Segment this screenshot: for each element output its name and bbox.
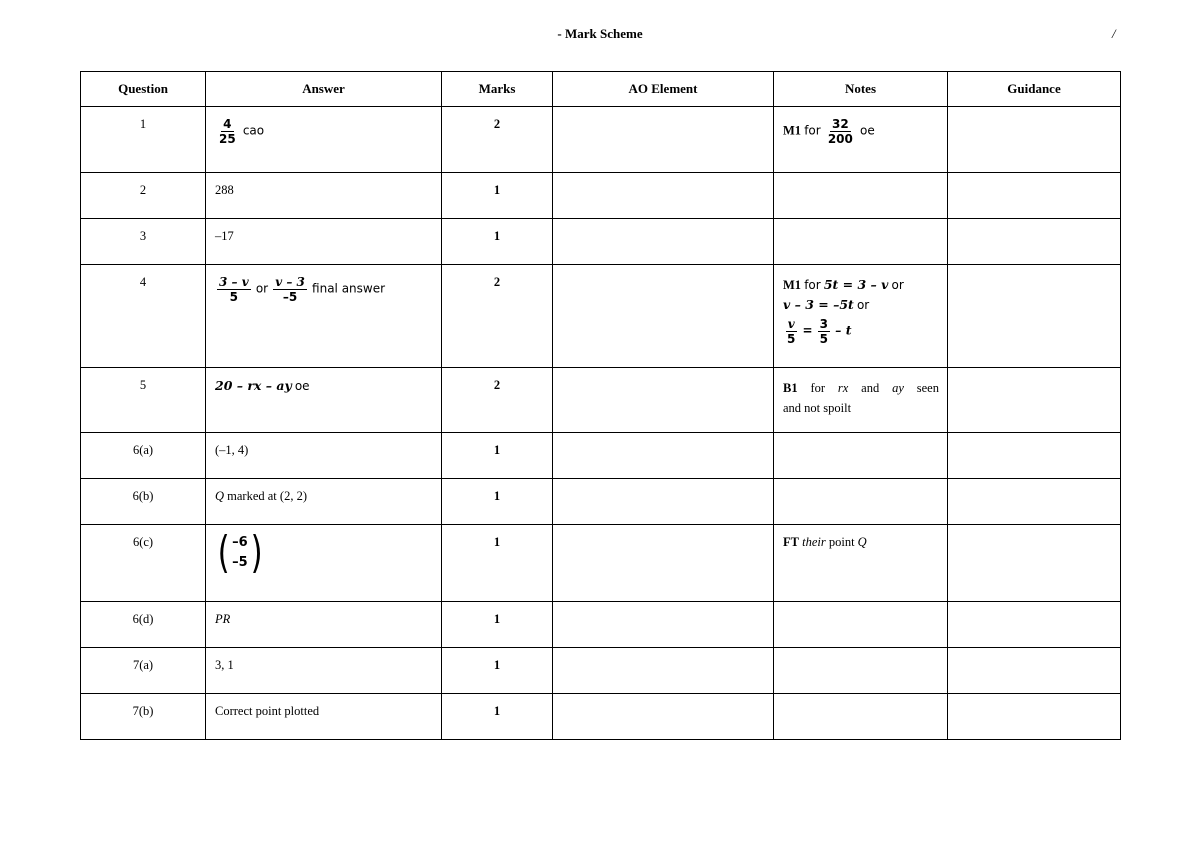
guidance-cell (948, 479, 1121, 525)
answer-fraction (217, 117, 238, 146)
marks-cell: 1 (442, 173, 553, 219)
point-label: Q (215, 489, 225, 503)
answer-fraction-alt (273, 275, 307, 304)
notes-cell (774, 107, 948, 173)
ao-element-cell (553, 173, 774, 219)
notes-line (783, 317, 939, 346)
notes-text: or (856, 298, 870, 312)
answer-cell (206, 479, 442, 525)
question-cell: 3 (81, 219, 206, 265)
marks-cell: 2 (442, 368, 553, 433)
answer-or: or (255, 281, 269, 296)
question-cell: 6(a) (81, 433, 206, 479)
notes-fraction (785, 317, 797, 346)
answer-cell (206, 265, 442, 368)
guidance-cell (948, 265, 1121, 368)
column-header-ao-element: AO Element (553, 72, 774, 107)
table-row (81, 694, 1121, 740)
notes-cell (774, 433, 948, 479)
page-number: / (1112, 26, 1116, 41)
table-row (81, 433, 1121, 479)
ao-element-cell (553, 219, 774, 265)
ao-element-cell (553, 265, 774, 368)
answer-cell (206, 525, 442, 602)
answer-cell: 288 (206, 173, 442, 219)
marks-cell: 1 (442, 602, 553, 648)
answer-suffix: oe (294, 379, 310, 393)
table-row (81, 265, 1121, 368)
notes-fraction (826, 117, 855, 146)
ao-element-cell (553, 694, 774, 740)
marks-cell: 2 (442, 265, 553, 368)
column-header-guidance: Guidance (948, 72, 1121, 107)
vector-bottom: –5 (232, 555, 248, 570)
ao-element-cell (553, 433, 774, 479)
guidance-cell (948, 107, 1121, 173)
answer-cell: –17 (206, 219, 442, 265)
ao-element-cell (553, 602, 774, 648)
notes-cell (774, 368, 948, 433)
ao-element-cell (553, 107, 774, 173)
question-cell: 7(b) (81, 694, 206, 740)
question-cell: 4 (81, 265, 206, 368)
equals-sign: = (802, 323, 813, 338)
notes-fraction (818, 317, 830, 346)
fraction-denominator: 200 (827, 132, 853, 146)
answer-cell (206, 107, 442, 173)
notes-text: seen (916, 381, 939, 395)
table-row (81, 525, 1121, 602)
notes-text: for (810, 381, 826, 395)
column-header-notes: Notes (774, 72, 948, 107)
vector-top: –6 (232, 535, 248, 550)
guidance-cell (948, 694, 1121, 740)
guidance-cell (948, 525, 1121, 602)
guidance-cell (948, 368, 1121, 433)
answer-cell: PR (206, 602, 442, 648)
answer-cell (206, 368, 442, 433)
answer-expression: 20 – rx – ay (215, 378, 292, 393)
guidance-cell (948, 648, 1121, 694)
notes-text: and (861, 381, 880, 395)
mark-scheme-table (80, 71, 1121, 740)
fraction-numerator: v (787, 317, 795, 331)
left-paren: ( (217, 527, 230, 578)
table-row (81, 479, 1121, 525)
notes-equation: – t (835, 322, 852, 338)
notes-text: point (828, 535, 855, 549)
notes-cell (774, 648, 948, 694)
notes-variable: rx (837, 381, 849, 395)
mark-code: B1 (783, 381, 798, 395)
fraction-denominator: 25 (219, 132, 236, 146)
marks-cell: 1 (442, 694, 553, 740)
fraction-numerator: 4 (223, 117, 232, 131)
answer-suffix: final answer (312, 281, 386, 296)
ao-element-cell (553, 368, 774, 433)
notes-cell (774, 694, 948, 740)
mark-code: M1 (783, 278, 802, 292)
marks-cell: 1 (442, 433, 553, 479)
notes-text: for (804, 278, 821, 292)
point-label: Q (857, 535, 867, 549)
notes-cell (774, 265, 948, 368)
table-row (81, 602, 1121, 648)
question-cell: 6(d) (81, 602, 206, 648)
answer-cell: 3, 1 (206, 648, 442, 694)
table-row (81, 648, 1121, 694)
question-cell: 6(c) (81, 525, 206, 602)
table-row (81, 173, 1121, 219)
answer-cell: (–1, 4) (206, 433, 442, 479)
right-paren: ) (250, 527, 263, 578)
table-row (81, 107, 1121, 173)
notes-cell (774, 219, 948, 265)
notes-cell (774, 525, 948, 602)
fraction-numerator: 32 (831, 117, 849, 131)
notes-equation: v – 3 = –5t (783, 297, 854, 312)
notes-text: for (804, 123, 821, 138)
question-cell: 5 (81, 368, 206, 433)
answer-suffix: cao (242, 123, 265, 138)
question-cell: 2 (81, 173, 206, 219)
notes-cell (774, 479, 948, 525)
fraction-numerator: v – 3 (275, 275, 305, 289)
ao-element-cell (553, 479, 774, 525)
notes-equation: 5t = 3 – v (823, 277, 889, 292)
answer-text: marked at (2, 2) (227, 489, 307, 503)
column-header-marks: Marks (442, 72, 553, 107)
notes-text: their (802, 535, 826, 549)
notes-suffix: oe (860, 123, 875, 138)
answer-cell: Correct point plotted (206, 694, 442, 740)
fraction-denominator: –5 (282, 290, 298, 304)
table-header-row (81, 72, 1121, 107)
notes-line (783, 275, 939, 295)
notes-cell (774, 173, 948, 219)
guidance-cell (948, 219, 1121, 265)
notes-cell (774, 602, 948, 648)
ao-element-cell (553, 648, 774, 694)
marks-cell: 1 (442, 525, 553, 602)
guidance-cell (948, 173, 1121, 219)
notes-text: or (891, 278, 904, 292)
table-row (81, 219, 1121, 265)
column-vector (215, 527, 265, 578)
question-cell: 1 (81, 107, 206, 173)
guidance-cell (948, 602, 1121, 648)
notes-line: and not spoilt (783, 401, 852, 415)
fraction-denominator: 5 (819, 332, 829, 346)
notes-variable: ay (892, 381, 904, 395)
notes-line (783, 295, 939, 315)
marks-cell: 1 (442, 219, 553, 265)
ao-element-cell (553, 525, 774, 602)
marks-cell: 1 (442, 648, 553, 694)
notes-line (783, 378, 939, 398)
question-cell: 6(b) (81, 479, 206, 525)
marks-cell: 2 (442, 107, 553, 173)
column-header-question: Question (81, 72, 206, 107)
mark-code: FT (783, 535, 799, 549)
marks-cell: 1 (442, 479, 553, 525)
fraction-denominator: 5 (229, 290, 239, 304)
vector-values (232, 533, 248, 573)
column-header-answer: Answer (206, 72, 442, 107)
guidance-cell (948, 433, 1121, 479)
fraction-denominator: 5 (787, 332, 796, 346)
fraction-numerator: 3 (819, 317, 829, 331)
fraction-numerator: 3 – v (219, 275, 249, 289)
answer-fraction (217, 275, 251, 304)
mark-code: M1 (783, 123, 802, 138)
page-title: - Mark Scheme (557, 26, 643, 41)
question-cell: 7(a) (81, 648, 206, 694)
table-row (81, 368, 1121, 433)
